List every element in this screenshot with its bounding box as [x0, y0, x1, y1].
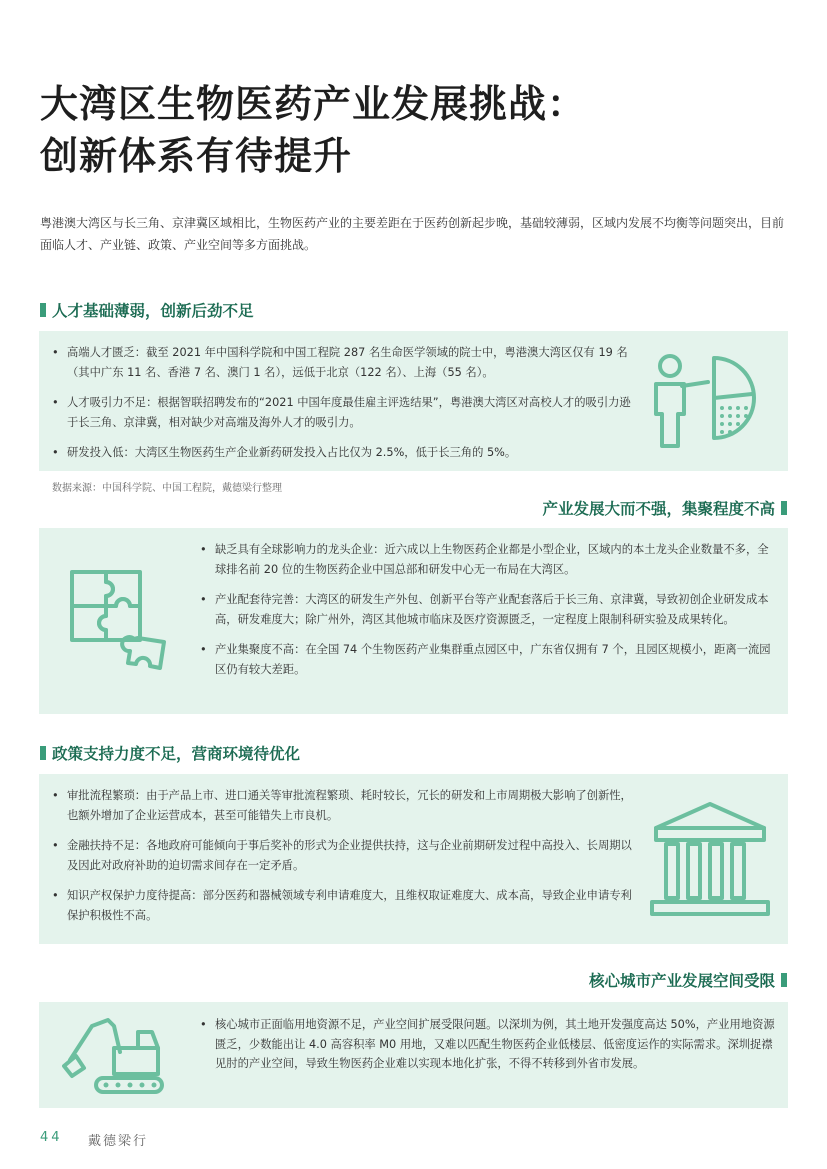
section-title-policy: 政策支持力度不足，营商环境待优化: [52, 745, 301, 763]
list-item: • 金融扶持不足：各地政府可能倾向于事后奖补的形式为企业提供扶持，这与企业前期研发过程中高投入、长周期以及因此对政府补助的迫切需求间存在一定矛盾。: [51, 836, 641, 875]
section-title-industry: 产业发展大而不强，集聚程度不高: [542, 500, 775, 518]
list-item: • 高端人才匮乏：截至 2021 年中国科学院和中国工程院 287 名生命医学领域的院士中，粤港澳大湾区仅有 19 名（其中广东 11 名、香港 7 名、澳门 1 名），远低于北京（122 名）、上海（55 名）。: [51, 343, 641, 382]
intro-paragraph: 粤港澳大湾区与长三角、京津冀区域相比，生物医药产业的主要差距在于医药创新起步晚，基础较薄弱，区域内发展不均衡等问题突出，目前面临人才、产业链、政策、产业空间等多方面挑战。: [40, 216, 785, 252]
list-item: • 审批流程繁琐：由于产品上市、进口通关等审批流程繁琐、耗时较长，冗长的研发和上市周期极大影响了创新性，也额外增加了企业运营成本，甚至可能错失上市良机。: [51, 786, 641, 825]
section-accent-bar: [40, 746, 46, 760]
list-item: • 核心城市正面临用地资源不足，产业空间扩展受限问题。以深圳为例，其土地开发强度高达 50%，产业用地资源匮乏，少数能出让 4.0 高容积率 M0 用地，又难以匹配生物医药企业低楼层、低密度运作的实际需求。深圳捉襟见肘的产业空间，导致生物医药企业难以实现本地化扩张，不得不转移到外省市发展。: [199, 1015, 781, 1074]
bullet-list: [199, 540, 779, 690]
list-item: • 缺乏具有全球影响力的龙头企业：近六成以上生物医药企业都是小型企业，区域内的本土龙头企业数量不多，全球排名前 20 位的生物医药企业中国总部和研发中心无一布局在大湾区。: [199, 540, 779, 579]
person-chart-icon: [648, 344, 758, 454]
list-item: • 人才吸引力不足：根据智联招聘发布的“2021 中国年度最佳雇主评选结果”，粤港澳大湾区对高校人才的吸引力逊于长三角、京津冀，相对缺少对高端及海外人才的吸引力。: [51, 393, 641, 432]
data-source-note: 数据来源：中国科学院、中国工程院，戴德梁行整理: [52, 483, 282, 494]
section-accent-bar: [781, 501, 787, 515]
section-accent-bar: [40, 303, 46, 317]
page-title-line1: 大湾区生物医药产业发展挑战：: [40, 82, 587, 126]
section-title-space: 核心城市产业发展空间受限: [588, 972, 775, 990]
section-accent-bar: [781, 973, 787, 987]
list-item: • 知识产权保护力度待提高：部分医药和器械领域专利申请难度大，且维权取证难度大、成本高，导致企业申请专利保护积极性不高。: [51, 886, 641, 925]
list-item: • 研发投入低：大湾区生物医药生产企业新药研发投入占比仅为 2.5%，低于长三角的 5%。: [51, 443, 641, 463]
section-title-talent: 人才基础薄弱，创新后劲不足: [52, 302, 254, 320]
puzzle-icon: [62, 562, 182, 682]
brand-name: 戴德梁行: [88, 1134, 149, 1149]
bullet-list: [51, 343, 641, 474]
page-title: [40, 78, 800, 182]
page-number: 44: [40, 1130, 63, 1145]
government-building-icon: [648, 798, 772, 920]
list-item: • 产业集聚度不高：在全国 74 个生物医药产业集群重点园区中，广东省仅拥有 7 个，且园区规模小，距离一流园区仍有较大差距。: [199, 640, 779, 679]
page-title-line2: 创新体系有待提升: [40, 134, 353, 178]
excavator-icon: [62, 1012, 166, 1098]
bullet-list: [199, 1015, 781, 1085]
list-item: • 产业配套待完善：大湾区的研发生产外包、创新平台等产业配套落后于长三角、京津冀，导致初创企业研发成本高，研发难度大；除广州外，湾区其他城市临床及医疗资源匮乏，一定程度上限制科研实验及成果转化。: [199, 590, 779, 629]
bullet-list: [51, 786, 641, 936]
